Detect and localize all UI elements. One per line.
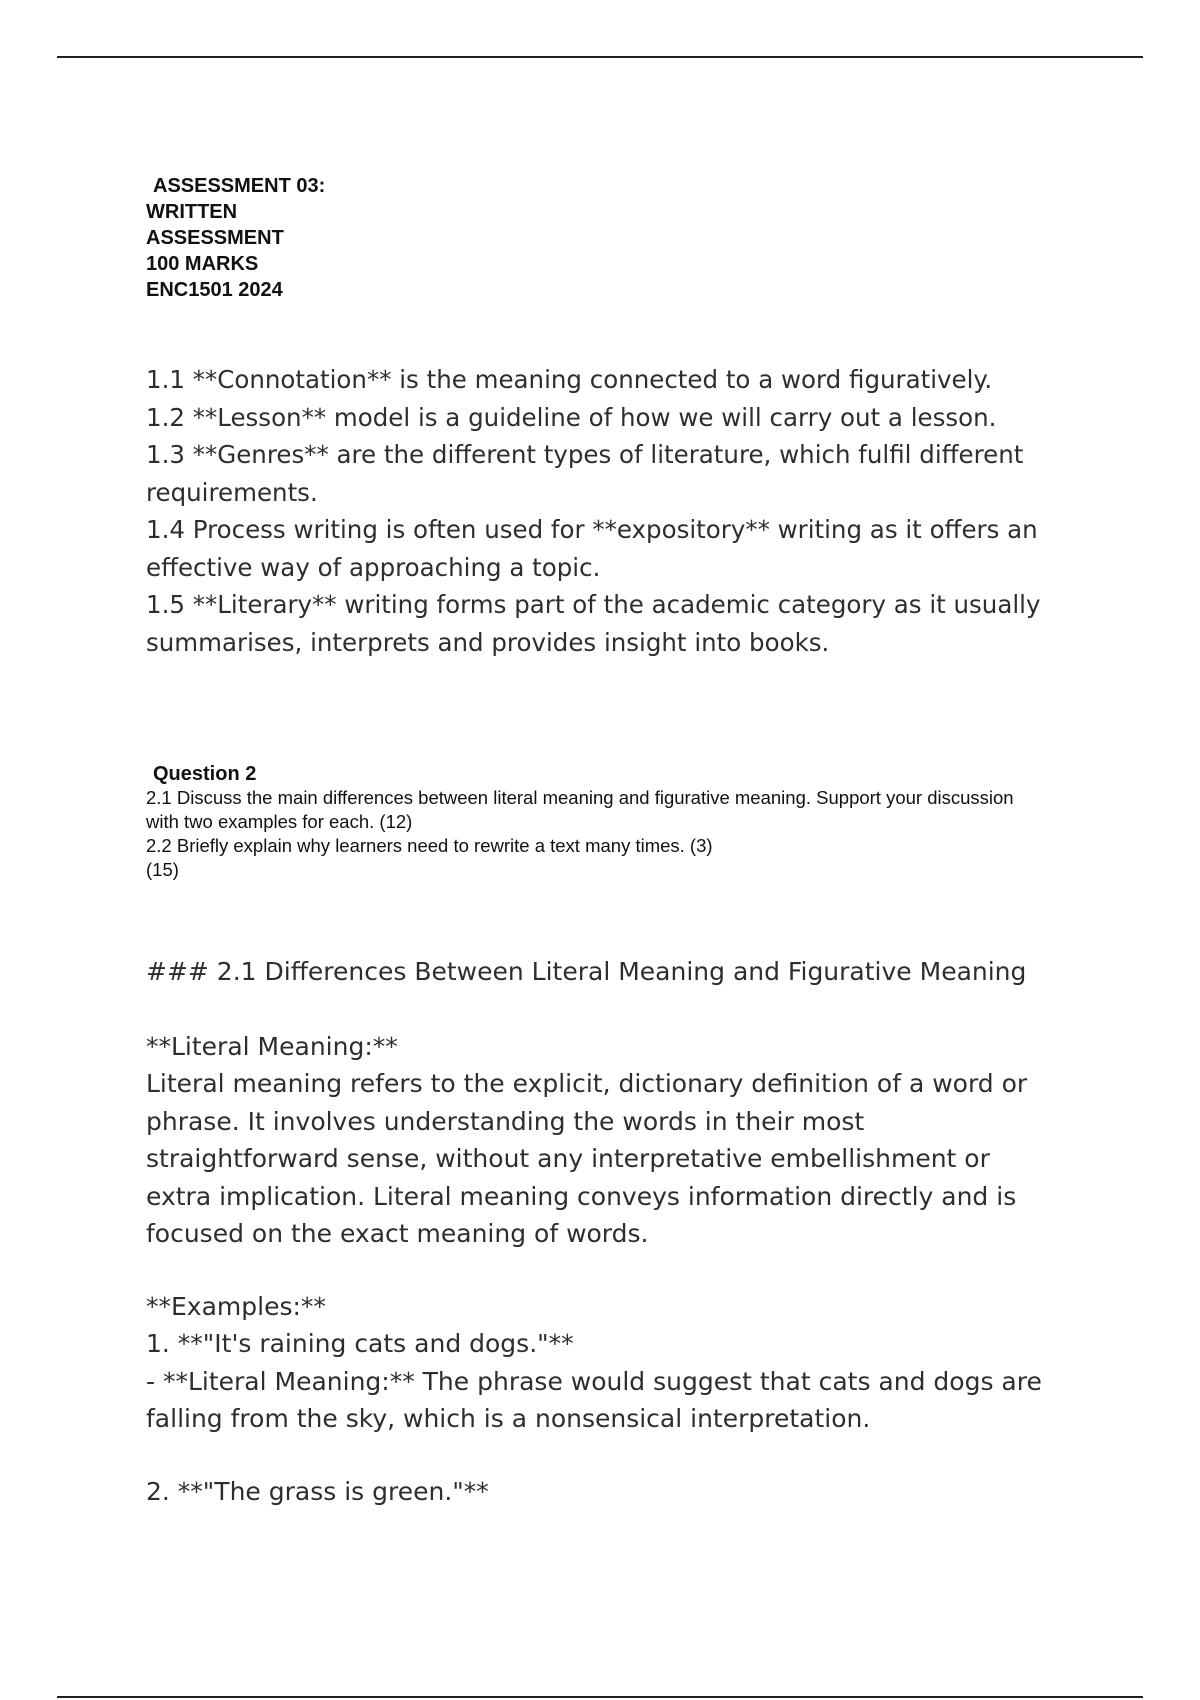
examples-label: **Examples:** xyxy=(146,1291,326,1321)
section-heading: ### 2.1 Differences Between Literal Meaning and Figurative Meaning xyxy=(146,957,1027,986)
header-line-assessment-2: ASSESSMENT xyxy=(146,227,284,249)
header-line-written: WRITTEN xyxy=(146,201,238,223)
example-2: 2. **"The grass is green."** xyxy=(146,1476,489,1506)
header-line-marks: 100 MARKS xyxy=(146,253,259,275)
question-2-2: 2.2 Briefly explain why learners need to rewrite a text many times. (3) xyxy=(146,835,713,856)
question-2-total: (15) xyxy=(146,859,179,880)
answer-1-4: 1.4 Process writing is often used for **expository** writing as it offers an effective way of approaching a topic. xyxy=(146,515,1038,582)
example-1-literal: - **Literal Meaning:** The phrase would suggest that cats and dogs are falling from the sky, which is a nonsensical interpretation. xyxy=(146,1366,1042,1433)
literal-meaning-text: Literal meaning refers to the explicit, dictionary definition of a word or phrase. It involves understanding the words in their most straightforward sense, without any interpretative embellishment or extra implication. Literal meaning conveys information directly and is focused on the exact meaning of words. xyxy=(146,1069,1028,1248)
answer-1-3: 1.3 **Genres** are the different types of literature, which fulfil different requirements. xyxy=(146,440,1024,507)
literal-meaning-label: **Literal Meaning:** xyxy=(146,1031,398,1061)
question-2-title: Question 2 xyxy=(153,763,257,785)
spacer xyxy=(146,1253,1046,1288)
answer-2-1-section xyxy=(146,953,1046,1510)
question-2-1: 2.1 Discuss the main differences between literal meaning and figurative meaning. Support your discussion with two examples for each. (12) xyxy=(146,787,1014,832)
example-1: 1. **"It's raining cats and dogs."** xyxy=(146,1329,574,1358)
answer-1-1: 1.1 **Connotation** is the meaning connected to a word figuratively. xyxy=(146,365,993,394)
bottom-rule xyxy=(57,1696,1143,1698)
header-line-module: ENC1501 2024 xyxy=(146,279,283,301)
answer-1-5: 1.5 **Literary** writing forms part of the academic category as it usually summarises, interprets and provides insight into books. xyxy=(146,590,1041,657)
top-rule xyxy=(57,56,1143,58)
header-line-assessment: ASSESSMENT 03: xyxy=(153,175,326,197)
spacer-2 xyxy=(146,1438,1046,1473)
question-1-answers xyxy=(146,361,1046,661)
assessment-header xyxy=(146,173,325,303)
answer-1-2: 1.2 **Lesson** model is a guideline of how we will carry out a lesson. xyxy=(146,402,997,432)
question-2-block xyxy=(146,762,1046,882)
